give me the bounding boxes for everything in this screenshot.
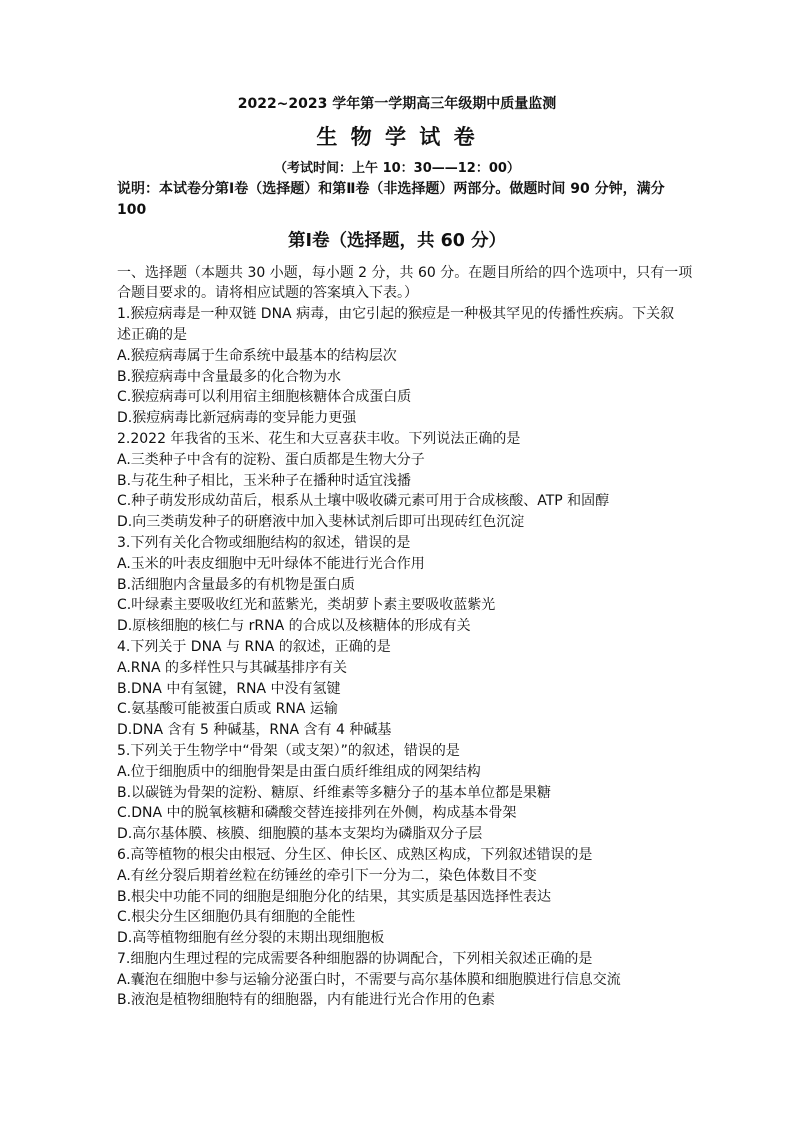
question-stem: 7.细胞内生理过程的完成需要各种细胞器的协调配合，下列相关叙述正确的是 [117,950,593,967]
option-c: C.猴痘病毒可以利用宿主细胞核糖体合成蛋白质 [117,389,412,406]
option-b: B.液泡是植物细胞特有的细胞器，内有能进行光合作用的色素 [117,992,496,1009]
option-c: C.种子萌发形成幼苗后，根系从土壤中吸收磷元素可用于合成核酸、ATP 和固醇 [117,493,610,510]
question-stem: 1.猴痘病毒是一种双链 DNA 病毒，由它引起的猴痘是一种极其罕见的传播性疾病。下关叙 [117,306,675,323]
option-a: A.囊泡在细胞中参与运输分泌蛋白时，不需要与高尔基体膜和细胞膜进行信息交流 [117,971,621,988]
option-b: B.与花生种子相比，玉米种子在播种时适宜浅播 [117,472,412,489]
subject-title: 生 物 学 试 卷 [316,125,478,149]
option-a: A.玉米的叶表皮细胞中无叶绿体不能进行光合作用 [117,555,425,572]
option-d: D.猴痘病毒比新冠病毒的变异能力更强 [117,410,357,427]
question-stem: 2.2022 年我省的玉米、花生和大豆喜获丰收。下列说法正确的是 [117,430,521,447]
question-stem: 述正确的是 [117,326,187,343]
option-c: C.叶绿素主要吸收红光和蓝紫光，类胡萝卜素主要吸收蓝紫光 [117,597,496,614]
option-a: A.有丝分裂后期着丝粒在纺锤丝的牵引下一分为二，染色体数目不变 [117,867,537,884]
exam-title: 2022~2023 学年第一学期高三年级期中质量监测 [237,96,557,112]
section-title: 第Ⅰ卷（选择题，共 60 分） [287,231,507,251]
option-d: D.原核细胞的核仁与 rRNA 的合成以及核糖体的形成有关 [117,618,471,635]
note-line: 说明：本试卷分第Ⅰ卷（选择题）和第Ⅱ卷（非选择题）两部分。做题时间 90 分钟，满分 [117,181,665,197]
question-4 [117,637,692,741]
question-6 [117,845,692,949]
option-b: B.DNA 中有氢键，RNA 中没有氢键 [117,680,341,697]
question-stem: 3.下列有关化合物或细胞结构的叙述，错误的是 [117,534,411,551]
option-c: C.根尖分生区细胞仍具有细胞的全能性 [117,909,356,926]
question-2 [117,429,692,533]
option-d: D.高尔基体膜、核膜、细胞膜的基本支架均为磷脂双分子层 [117,826,483,843]
question-stem: 6.高等植物的根尖由根冠、分生区、伸长区、成熟区构成，下列叙述错误的是 [117,846,593,863]
option-b: B.以碳链为骨架的淀粉、糖原、纤维素等多糖分子的基本单位都是果糖 [117,784,552,801]
section-instructions [117,263,692,305]
option-b: B.猴痘病毒中含量最多的化合物为水 [117,368,342,385]
exam-note [117,179,665,221]
option-c: C.DNA 中的脱氧核糖和磷酸交替连接排列在外侧，构成基本骨架 [117,805,517,822]
question-stem: 4.下列关于 DNA 与 RNA 的叙述，正确的是 [117,638,391,655]
option-b: B.根尖中功能不同的细胞是细胞分化的结果，其实质是基因选择性表达 [117,888,552,905]
option-a: A.三类种子中含有的淀粉、蛋白质都是生物大分子 [117,451,425,468]
question-5 [117,741,692,845]
option-d: D.DNA 含有 5 种碱基，RNA 含有 4 种碱基 [117,722,392,739]
option-d: D.向三类萌发种子的研磨液中加入斐林试剂后即可出现砖红色沉淀 [117,514,525,531]
option-a: A.猴痘病毒属于生命系统中最基本的结构层次 [117,347,397,364]
choice-section [117,263,692,1012]
option-a: A.位于细胞质中的细胞骨架是由蛋白质纤维组成的网架结构 [117,763,481,780]
option-c: C.氨基酸可能被蛋白质或 RNA 运输 [117,701,338,718]
option-d: D.高等植物细胞有丝分裂的末期出现细胞板 [117,930,385,947]
exam-time: （考试时间：上午 10：30——12：00） [274,161,520,176]
question-1 [117,304,692,429]
question-7 [117,949,692,1011]
instruction-line: 一、选择题（本题共 30 小题，每小题 2 分，共 60 分。在题目所给的四个选项中，只有一项 [117,264,693,281]
option-b: B.活细胞内含量最多的有机物是蛋白质 [117,576,356,593]
option-a: A.RNA 的多样性只与其碱基排序有关 [117,659,348,676]
question-stem: 5.下列关于生物学中“骨架（或支架）”的叙述，错误的是 [117,742,460,759]
instruction-line: 合题目要求的。请将相应试题的答案填入下表。） [117,285,418,302]
note-line: 100 [117,202,147,218]
question-3 [117,533,692,637]
